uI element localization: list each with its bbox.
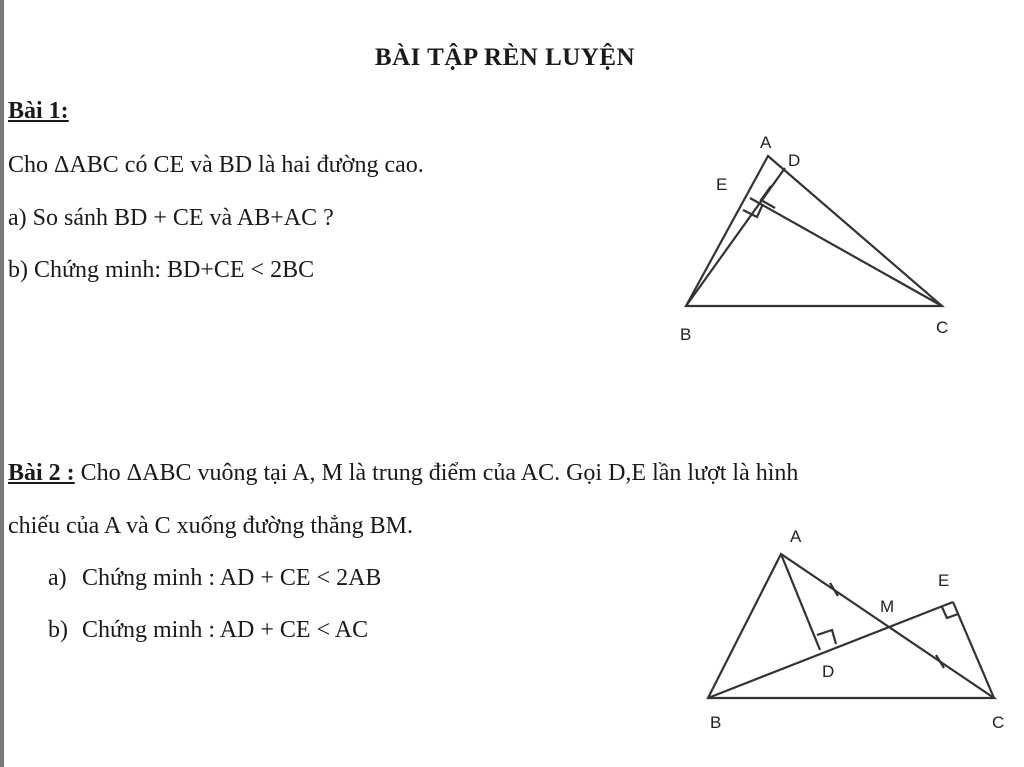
ex2-part-a: Chứng minh : AD + CE < 2AB	[82, 565, 382, 591]
ex2-triangle-figure	[688, 522, 1018, 757]
ex1-heading: Bài 1:	[8, 98, 69, 124]
ex2-part-b: Chứng minh : AD + CE < AC	[82, 617, 369, 643]
ex1-altitude-ce	[750, 198, 942, 306]
ex2-heading: Bài 2 :	[8, 460, 75, 486]
ex1-triangle-figure	[670, 128, 970, 358]
ex1-part-a: a) So sánh BD + CE và AB+AC ?	[8, 205, 334, 231]
ex1-label-d: D	[788, 151, 801, 170]
ex2-statement-line-2: chiếu của A và C xuống đường thẳng BM.	[8, 513, 413, 539]
ex2-tick-am	[830, 583, 838, 596]
ex2-label-c: C	[992, 713, 1005, 732]
ex2-label-d: D	[822, 662, 835, 681]
ex2-part-a-row	[48, 565, 381, 592]
ex1-right-angle-e	[743, 204, 763, 217]
page-title: BÀI TẬP RÈN LUYỆN	[374, 44, 636, 71]
ex2-statement-1: Cho ΔABC vuông tại A, M là trung điểm của AC. Gọi D,E lần lượt là hình	[74, 460, 799, 486]
ex1-label-c: C	[936, 318, 949, 337]
ex2-right-angle-d	[817, 630, 836, 644]
ex2-label-e: E	[938, 571, 950, 590]
ex2-part-a-marker: a)	[48, 565, 67, 591]
ex1-statement: Cho ΔABC có CE và BD là hai đường cao.	[8, 152, 424, 178]
ex2-statement-line-1	[8, 460, 798, 487]
ex2-part-b-row	[48, 617, 368, 644]
ex1-label-e: E	[716, 175, 728, 194]
ex2-label-m: M	[880, 597, 895, 616]
ex2-label-b: B	[710, 713, 722, 732]
ex1-part-b: b) Chứng minh: BD+CE < 2BC	[8, 257, 315, 283]
ex2-tick-mc	[936, 655, 944, 668]
page-left-border	[0, 0, 4, 767]
ex2-label-a: A	[790, 527, 802, 546]
ex2-part-b-marker: b)	[48, 617, 68, 643]
ex2-line-bm	[708, 602, 953, 698]
ex2-triangle-abc	[708, 554, 994, 698]
ex1-label-a: A	[760, 133, 772, 152]
ex1-label-b: B	[680, 325, 692, 344]
